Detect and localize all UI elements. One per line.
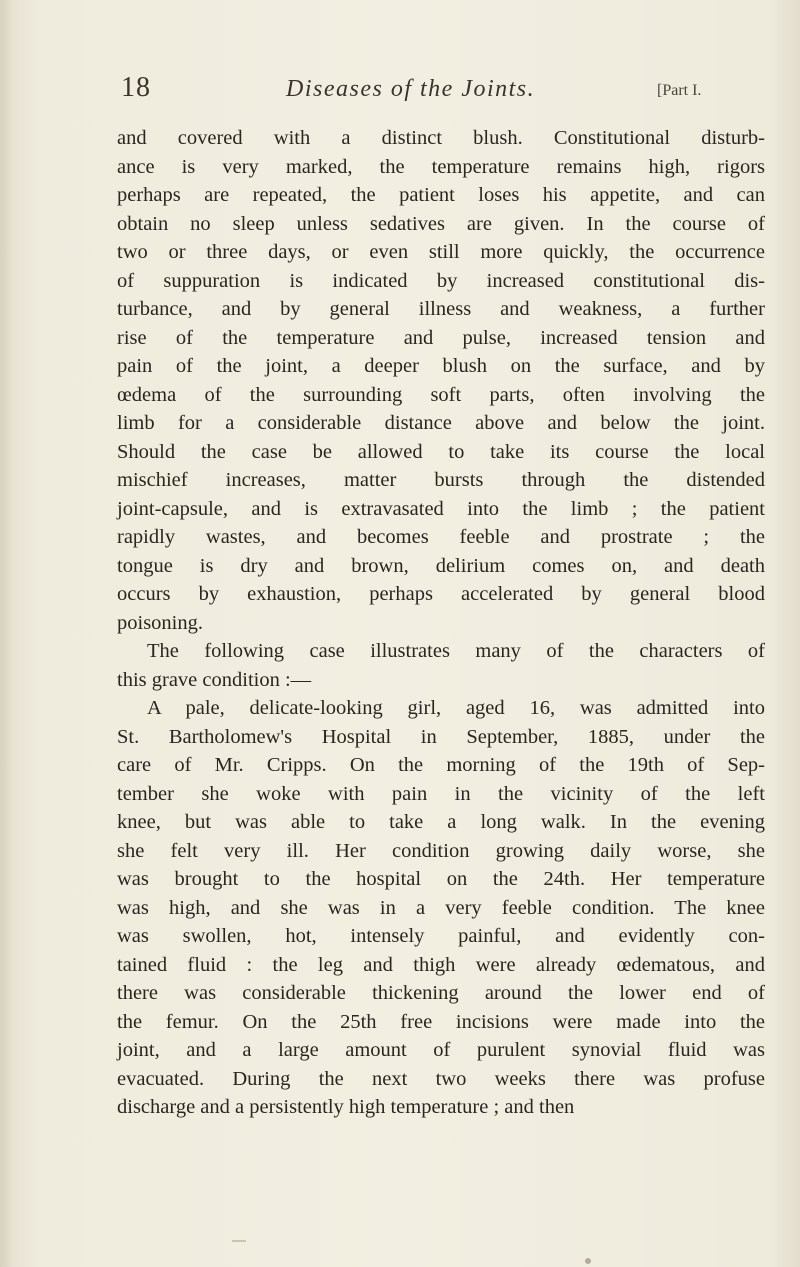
text-line: the femur. On the 25th free incisions were made into the [117,1010,765,1033]
text-line: St. Bartholomew's Hospital in September, 1885, under the [117,725,765,748]
text-line: evacuated. During the next two weeks there was profuse [117,1067,765,1090]
text-line: discharge and a persistently high temperature ; and then [117,1096,575,1118]
text-line: limb for a considerable distance above and below the joint. [117,412,765,434]
text-line: was brought to the hospital on the 24th. Her temperature [117,868,765,890]
scan-artifact [585,1258,591,1264]
text-line: rise of the temperature and pulse, increased tension and [117,326,765,349]
text-line: œdema of the surrounding soft parts, often involving the [117,383,765,406]
text-line: this grave condition :— [117,668,312,691]
text-line: tember she woke with pain in the vicinity of the left [117,782,765,805]
text-line: joint, and a large amount of purulent synovial fluid was [117,1039,765,1061]
gutter-shadow [0,0,14,1267]
text-line: Should the case be allowed to take its course the local [117,440,765,463]
text-line: obtain no sleep unless sedatives are given. In the course of [117,212,765,235]
text-line: A pale, delicate-looking girl, aged 16, was admitted into [147,697,765,719]
text-line: and covered with a distinct blush. Constitutional disturb- [117,127,765,149]
text-line: of suppuration is indicated by increased constitutional dis- [117,269,765,292]
running-header [0,72,800,112]
text-line: two or three days, or even still more quickly, the occurrence [117,241,765,263]
scan-artifact [232,1240,246,1242]
text-line: rapidly wastes, and becomes feeble and prostrate ; the [117,526,765,548]
text-line: care of Mr. Cripps. On the morning of the 19th of Sep- [117,754,765,776]
text-line: The following case illustrates many of the characters of [147,640,765,662]
text-line: poisoning. [117,611,203,634]
part-label: [Part I. [657,82,702,99]
text-line: tongue is dry and brown, delirium comes on, and death [117,554,765,577]
text-line: there was considerable thickening around the lower end of [117,982,765,1004]
text-line: was high, and she was in a very feeble condition. The knee [117,896,765,919]
text-line: perhaps are repeated, the patient loses his appetite, and can [117,184,765,206]
running-title: Diseases of the Joints. [286,76,536,102]
text-line: she felt very ill. Her condition growing daily worse, she [117,839,765,862]
text-line: occurs by exhaustion, perhaps accelerated by general blood [117,583,765,605]
text-line: tained fluid : the leg and thigh were already œdematous, and [117,953,765,976]
page-number: 18 [121,72,151,103]
body-text [117,124,765,1122]
text-line: pain of the joint, a deeper blush on the surface, and by [117,355,765,377]
text-line: joint-capsule, and is extravasated into the limb ; the patient [117,497,765,520]
text-line: ance is very marked, the temperature remains high, rigors [117,155,765,178]
text-line: was swollen, hot, intensely painful, and evidently con- [117,925,765,947]
text-line: turbance, and by general illness and weakness, a further [117,298,765,320]
text-line: knee, but was able to take a long walk. In the evening [117,811,765,833]
text-line: mischief increases, matter bursts through the distended [117,469,765,491]
